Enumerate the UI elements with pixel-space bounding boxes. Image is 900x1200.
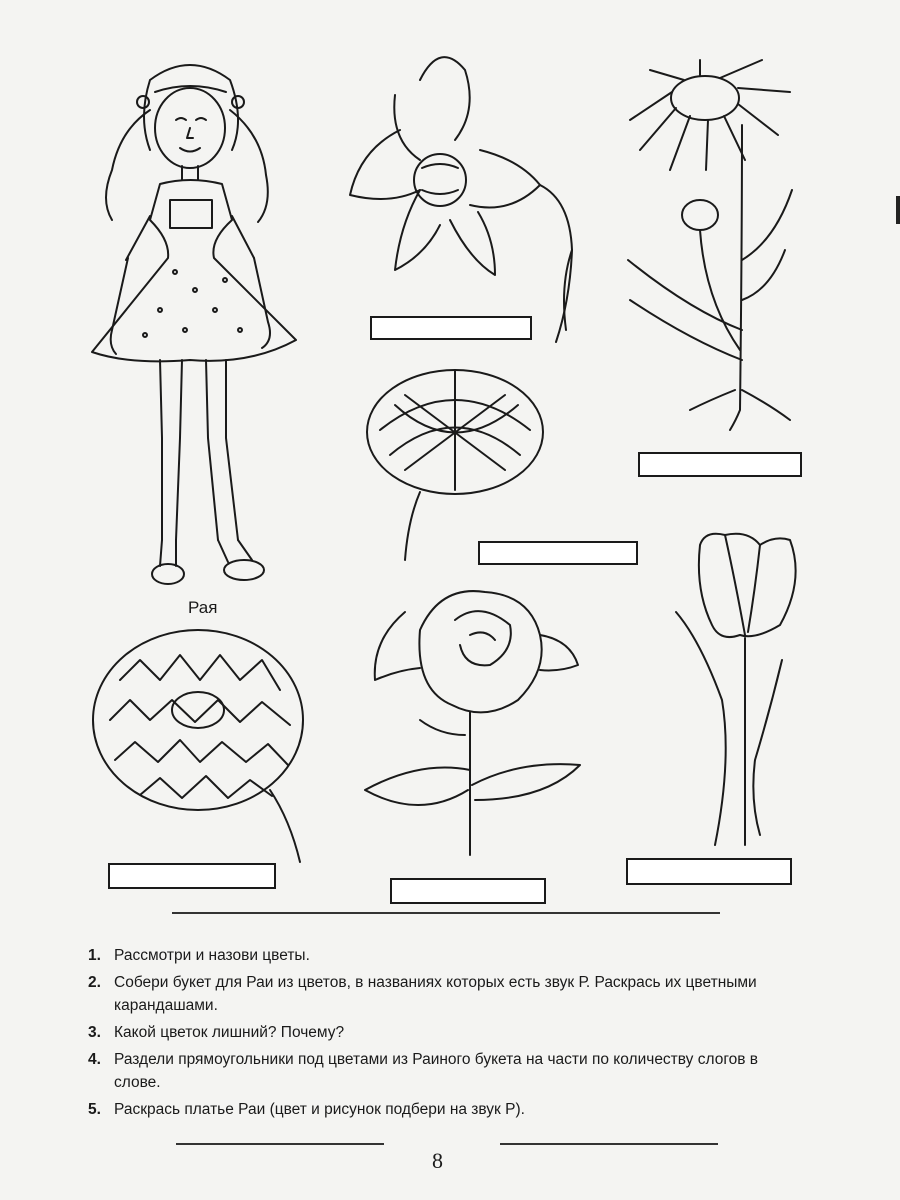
answer-box-rose[interactable] xyxy=(390,878,546,904)
task-number: 2. xyxy=(88,974,101,991)
divider-bottom-left xyxy=(176,1143,384,1145)
page-edge-mark xyxy=(896,196,900,224)
daffodil-illustration xyxy=(350,57,572,342)
task-item xyxy=(88,971,808,1017)
task-item xyxy=(88,1048,808,1094)
task-item xyxy=(88,1021,808,1044)
tulip-illustration xyxy=(676,534,796,845)
divider-bottom-right xyxy=(500,1143,718,1145)
answer-box-daffodil[interactable] xyxy=(370,316,532,340)
divider-top xyxy=(172,912,720,914)
girl-illustration xyxy=(92,65,296,584)
task-item xyxy=(88,1098,808,1121)
task-number: 3. xyxy=(88,1024,101,1041)
task-text: Какой цветок лишний? Почему? xyxy=(114,1024,345,1041)
page-number: 8 xyxy=(432,1148,443,1173)
girl-caption: Рая xyxy=(188,598,218,617)
answer-box-dahlia[interactable] xyxy=(108,863,276,889)
task-item xyxy=(88,944,808,967)
task-text: Собери букет для Раи из цветов, в названиях которых есть звук Р. Раскрась их цветными карандашами. xyxy=(114,974,757,1014)
task-text: Раскрась платье Раи (цвет и рисунок подбери на звук Р). xyxy=(114,1101,525,1118)
answer-box-aster[interactable] xyxy=(478,541,638,565)
task-list xyxy=(88,944,808,1125)
chamomile-illustration xyxy=(628,60,792,430)
task-number: 4. xyxy=(88,1051,101,1068)
task-text: Раздели прямоугольники под цветами из Раиного букета на части по количеству слогов в слове. xyxy=(114,1051,759,1091)
task-number: 5. xyxy=(88,1101,101,1118)
dahlia-illustration xyxy=(93,630,303,862)
rose-illustration xyxy=(365,591,580,855)
task-text: Рассмотри и назови цветы. xyxy=(114,947,310,964)
answer-box-chamomile[interactable] xyxy=(638,452,802,477)
task-number: 1. xyxy=(88,947,101,964)
aster-illustration xyxy=(367,370,543,560)
answer-box-tulip[interactable] xyxy=(626,858,792,885)
